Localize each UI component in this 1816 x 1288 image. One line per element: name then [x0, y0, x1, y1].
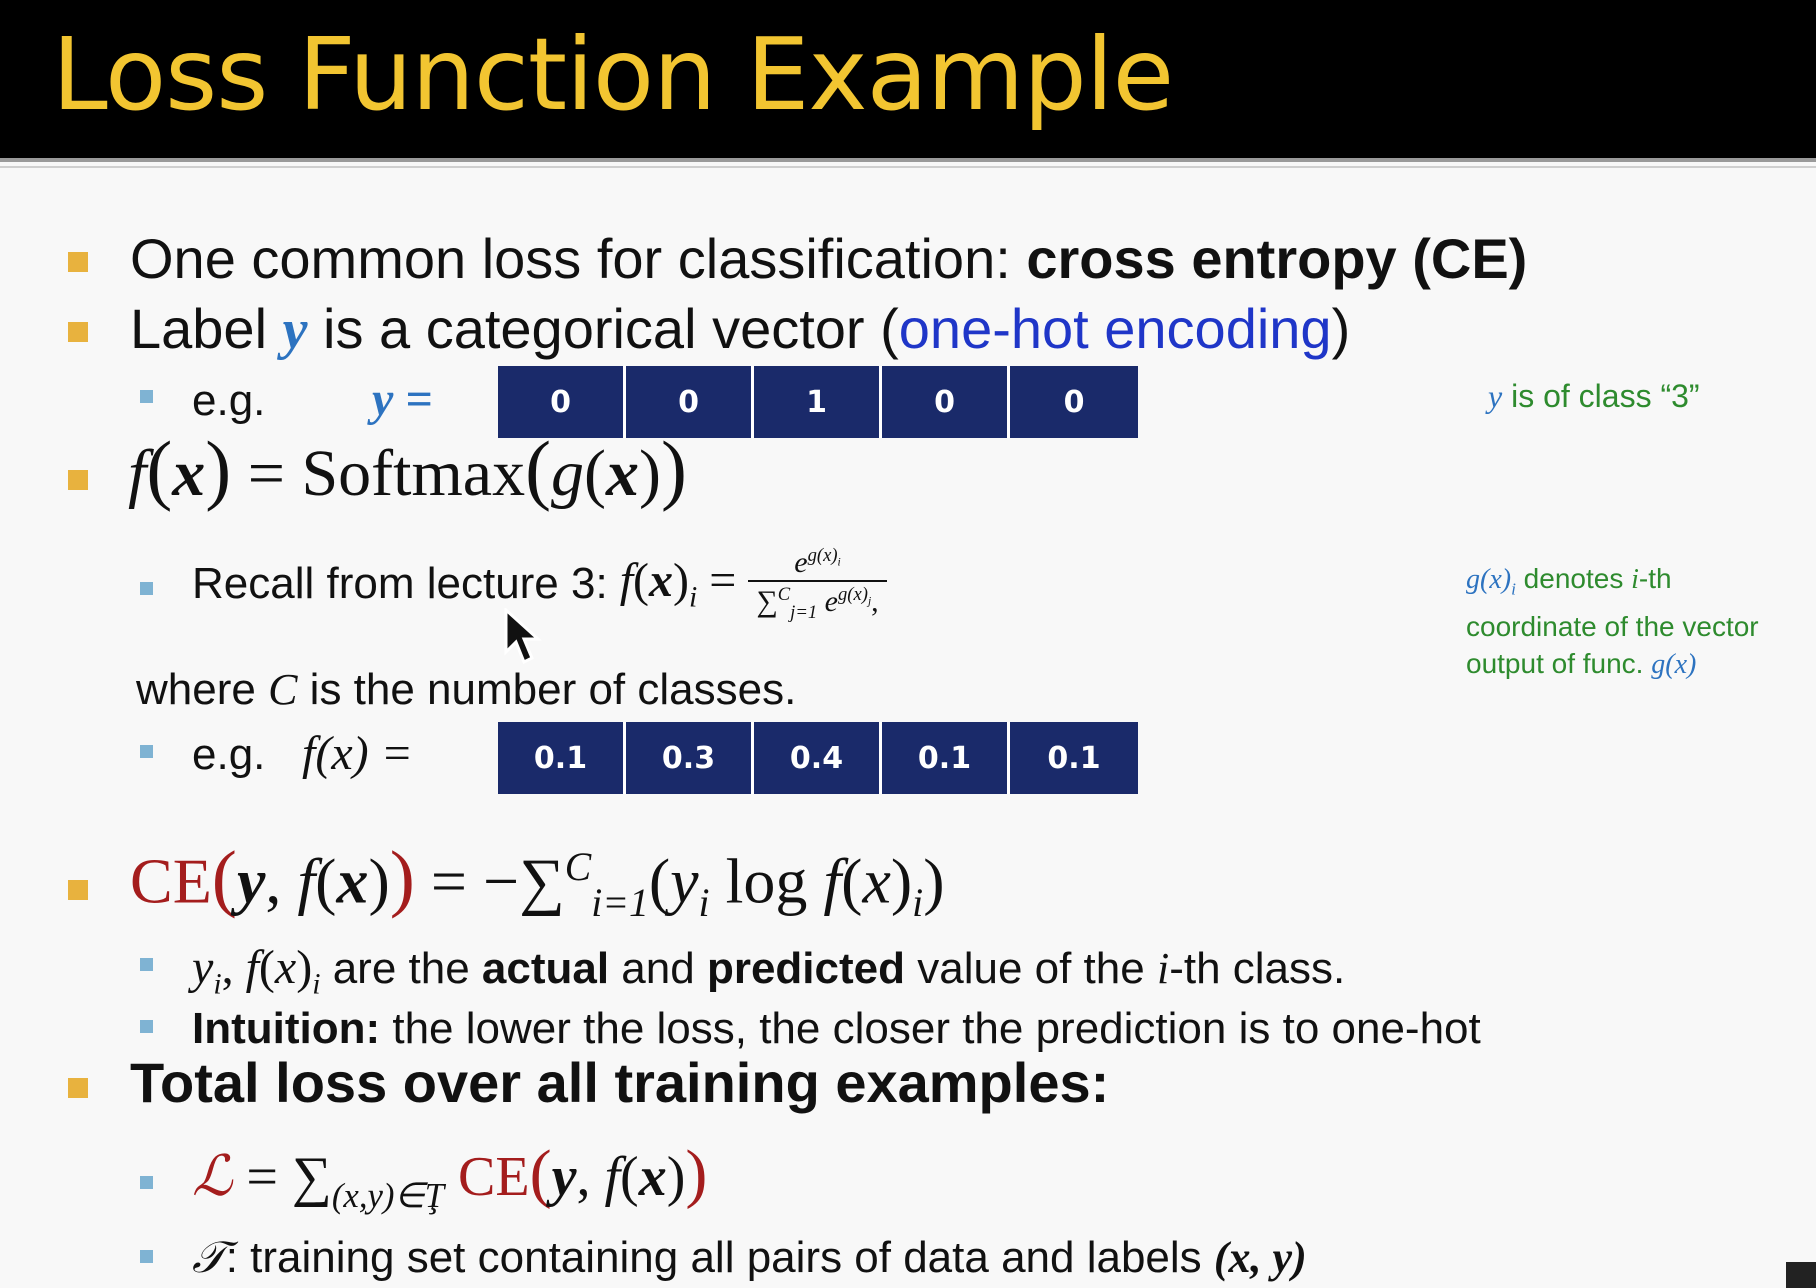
vector-cell: 0.3: [626, 722, 754, 794]
softmax-fraction: $\frac{e^{g(x)_i}}{\sum^C_{j=1} e^{g(x)_j},}$: [748, 545, 886, 624]
one-hot-encoding-link[interactable]: one-hot encoding: [898, 297, 1332, 360]
bullet-label-vector: Label y is a categorical vector (one-hot encoding): [130, 297, 1351, 361]
bullet-marker: [68, 322, 88, 342]
title-divider: [0, 158, 1816, 162]
eg-fx-lhs: f(x) =: [302, 727, 413, 780]
vector-cell: 0.1: [882, 722, 1010, 794]
vector-cell: 0: [1010, 366, 1138, 438]
vector-cell: 0: [626, 366, 754, 438]
sub-bullet-marker: [140, 582, 153, 595]
where-c-classes: where C is the number of classes.: [136, 665, 797, 714]
sub-bullet-marker: [140, 1020, 153, 1033]
bullet-cross-entropy: One common loss for classification: cross entropy (CE): [130, 227, 1528, 290]
cross-entropy-term: cross entropy (CE): [1026, 227, 1528, 290]
note-g-coordinate: $g(x)_i$ denotes i-th coordinate of the vector output of func. g(x): [1466, 563, 1759, 680]
one-hot-vector: [498, 366, 1138, 438]
slide-title: Loss Function Example: [52, 16, 1174, 133]
vector-cell: 0: [882, 366, 1010, 438]
eg-label: e.g.: [192, 376, 266, 425]
total-loss-heading: Total loss over all training examples:: [130, 1051, 1110, 1114]
intuition-line: Intuition: the lower the loss, the closer the prediction is to one-hot: [192, 1004, 1481, 1053]
var-y: y: [282, 299, 308, 361]
sub-bullet-marker: [140, 390, 153, 403]
eg-y-lhs: y =: [372, 373, 433, 426]
sub-bullet-marker: [140, 1176, 153, 1189]
vector-cell: 0.4: [754, 722, 882, 794]
bullet-marker: [68, 470, 88, 490]
training-set-line: 𝒯: training set containing all pairs of data and labels (x, y): [192, 1233, 1307, 1282]
softmax-formula: f(x) = Softmax(g(x)): [128, 426, 687, 512]
sub-bullet-marker: [140, 745, 153, 758]
corner-artifact: [1786, 1262, 1816, 1288]
eg-label: e.g.: [192, 730, 266, 779]
actual-predicted-line: $y_i$, $f(x)_i$ are the actual and predicted value of the i-th class.: [192, 941, 1346, 1001]
sub-bullet-marker: [140, 958, 153, 971]
note-class-3: y is of class “3”: [1488, 378, 1700, 414]
title-bar: [0, 0, 1816, 158]
mouse-cursor-icon: [504, 608, 544, 668]
prediction-vector: [498, 722, 1138, 794]
bullet-marker: [68, 880, 88, 900]
vector-cell: 0: [498, 366, 626, 438]
total-loss-formula: ℒ = $\sum_{(x,y)\in Ţ}$ CE(y, f(x)): [192, 1137, 708, 1216]
ce-formula: CE(y, $f(x)) = -\sum^C_{i=1}(y_i$ $\log f(x)_i$): [130, 836, 945, 926]
sub-bullet-marker: [140, 1250, 153, 1263]
title-divider-thin: [0, 166, 1816, 168]
vector-cell: 0.1: [1010, 722, 1138, 794]
softmax-recall: Recall from lecture 3: $f(x)_i$ = $\frac{e^{g(x)_i}}{\sum^C_{j=1} e^{g(x)_j},}$: [192, 534, 887, 634]
bullet-marker: [68, 1078, 88, 1098]
vector-cell: 1: [754, 366, 882, 438]
bullet-marker: [68, 252, 88, 272]
vector-cell: 0.1: [498, 722, 626, 794]
